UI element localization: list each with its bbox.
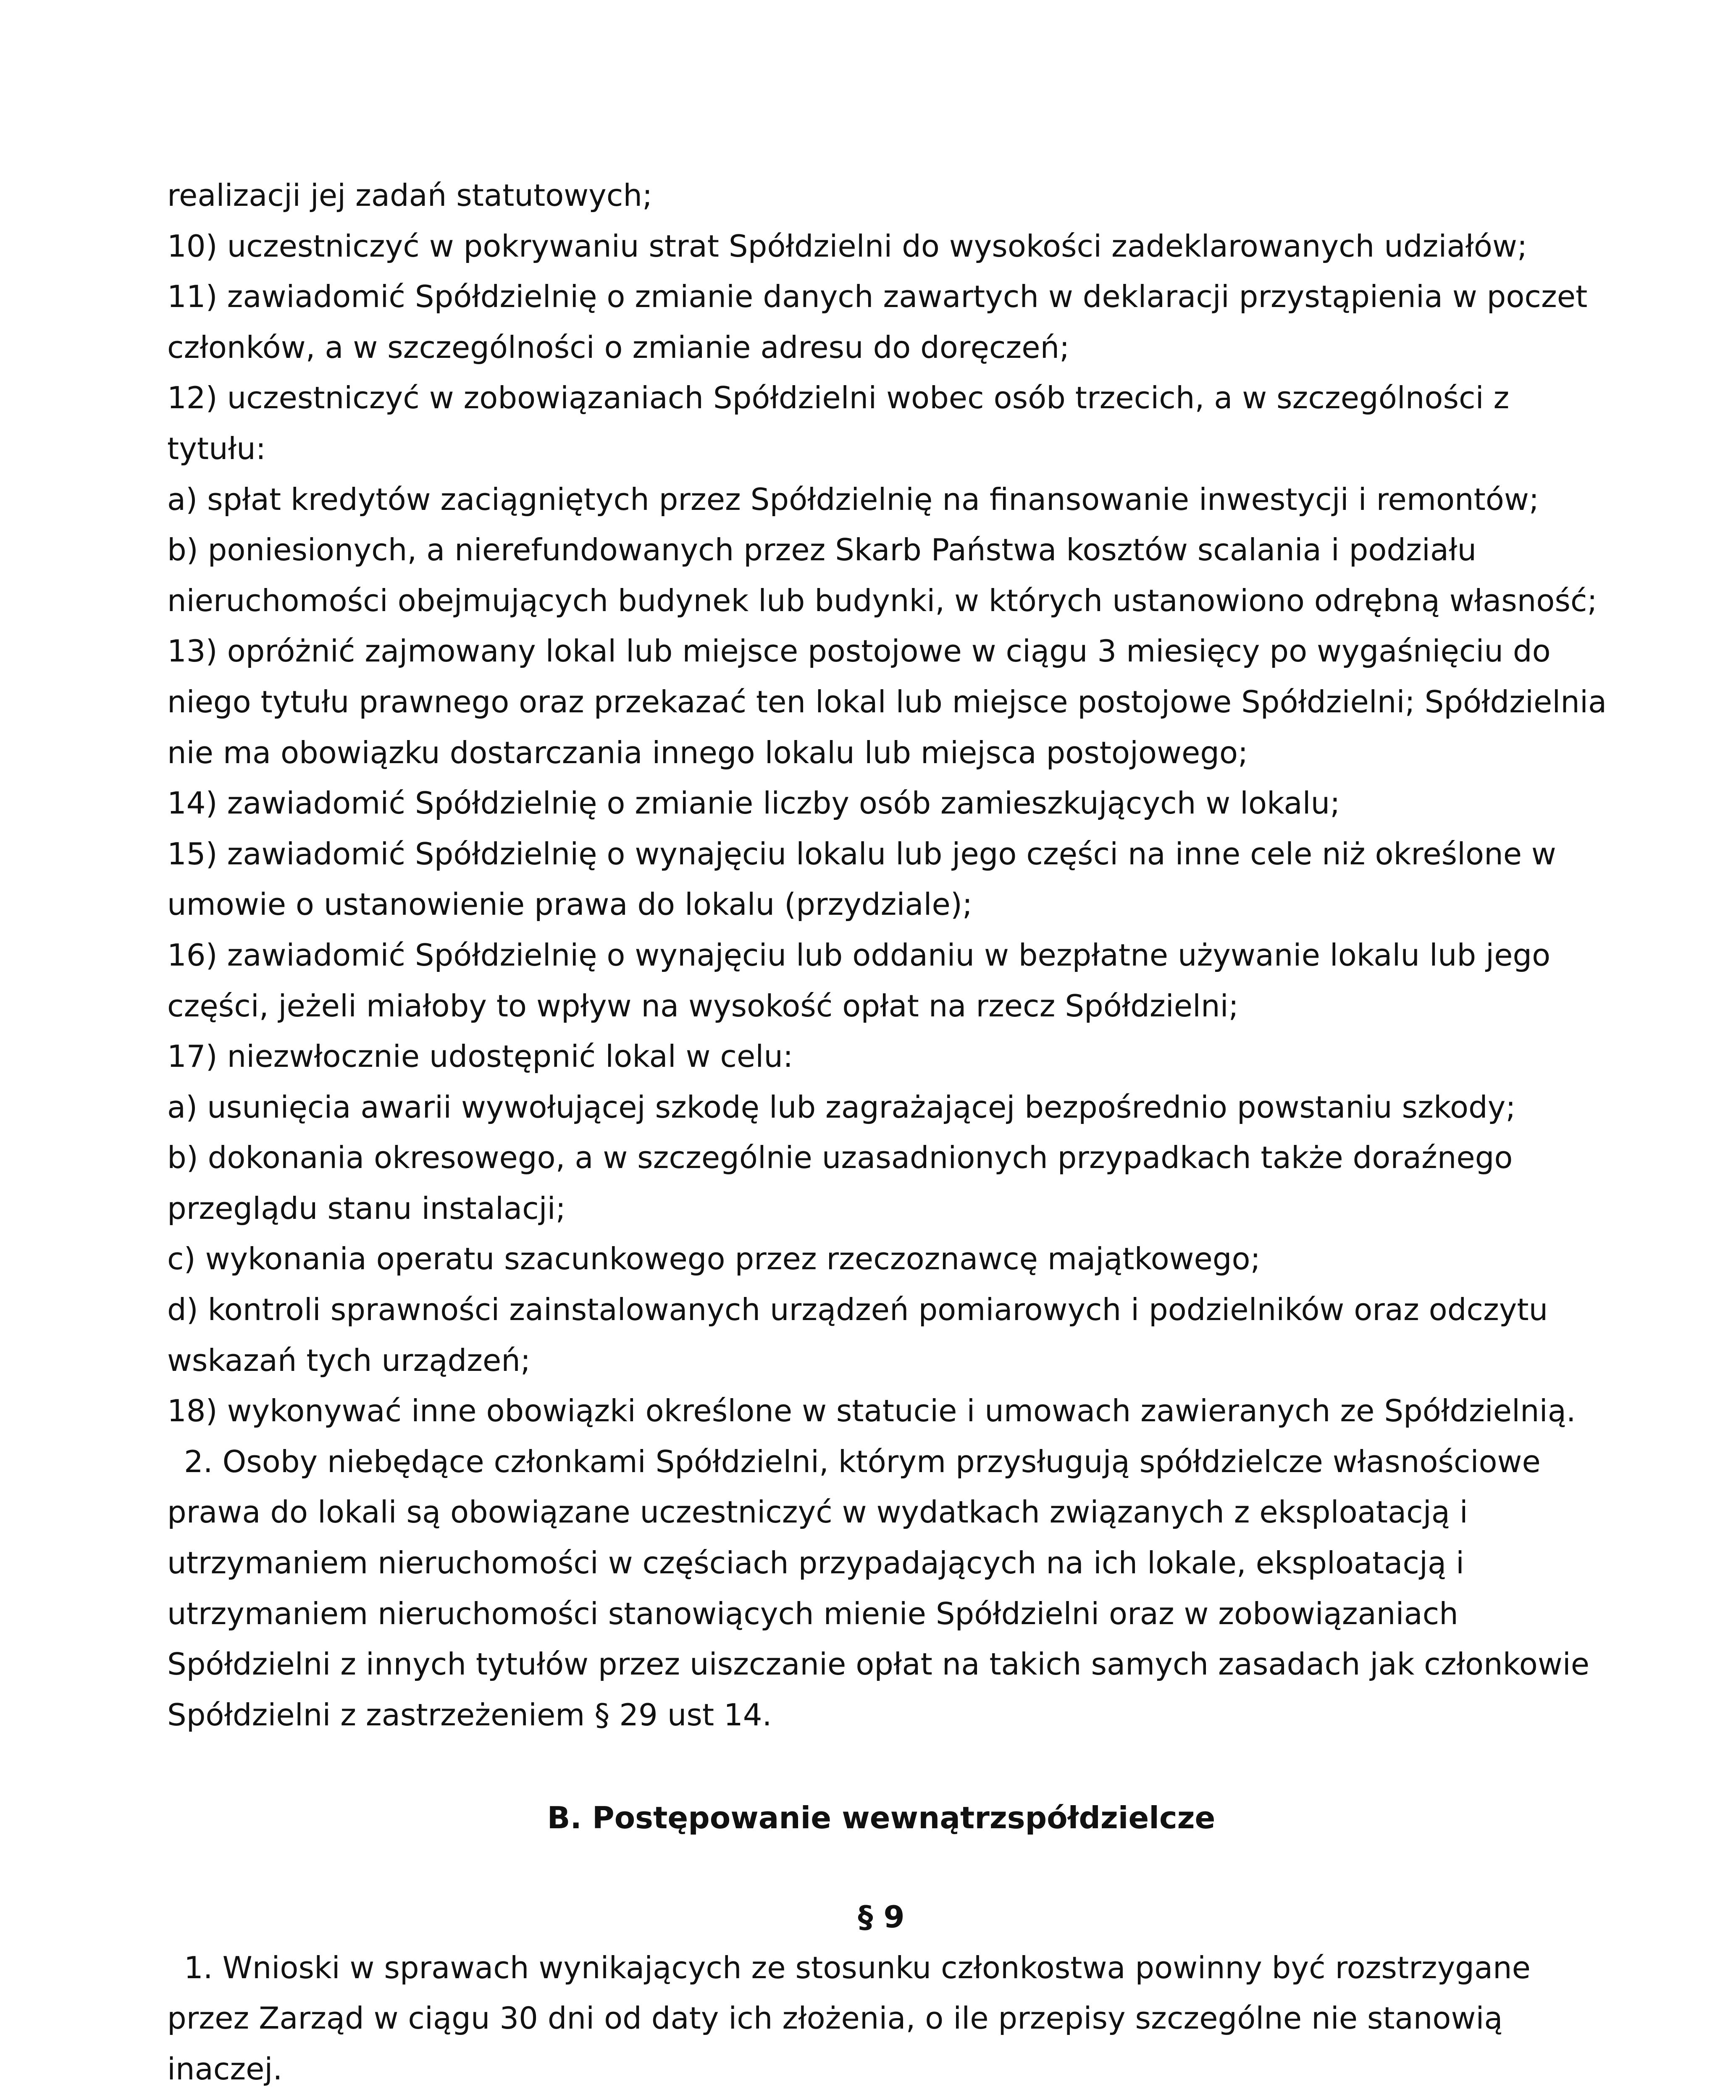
obligations-list bbox=[167, 170, 1607, 1436]
paragraph-9-1 bbox=[167, 1942, 1595, 2095]
text-line: 18) wykonywać inne obowiązki określone w statucie i umowach zawieranych ze Spółdzielnią. bbox=[167, 1393, 1576, 1429]
paragraph-mark: § 9 bbox=[858, 1899, 905, 1935]
text-line bbox=[167, 2094, 1595, 2100]
paragraph-9-2 bbox=[167, 2094, 1595, 2100]
text-line: przez Zarząd w ciągu 30 dni od daty ich złożenia, o ile przepisy szczególne nie stanowią bbox=[167, 2000, 1503, 2036]
text-line: 13) opróżnić zajmowany lokal lub miejsce postojowe w ciągu 3 miesięcy po wygaśnięciu do bbox=[167, 633, 1551, 669]
text-line: przeglądu stanu instalacji; bbox=[167, 1190, 566, 1226]
text-line: 2. Osoby niebędące członkami Spółdzielni, którym przysługują spółdzielcze własnościowe bbox=[184, 1444, 1541, 1479]
text-line: 10) uczestniczyć w pokrywaniu strat Spółdzielni do wysokości zadeklarowanych udziałów; bbox=[167, 228, 1528, 264]
text-line: d) kontroli sprawności zainstalowanych urządzeń pomiarowych i podzielników oraz odczytu bbox=[167, 1292, 1548, 1328]
paragraph-non-members bbox=[167, 1436, 1595, 1740]
text-line: utrzymaniem nieruchomości w częściach przypadających na ich lokale, eksploatacją i bbox=[167, 1545, 1465, 1581]
text-line: b) poniesionych, a nierefundowanych przez Skarb Państwa kosztów scalania i podziału bbox=[167, 532, 1477, 568]
text-line: c) wykonania operatu szacunkowego przez rzeczoznawcę majątkowego; bbox=[167, 1241, 1261, 1277]
text-line: wskazań tych urządzeń; bbox=[167, 1342, 531, 1378]
text-line: 15) zawiadomić Spółdzielnię o wynajęciu lokalu lub jego części na inne cele niż określone w bbox=[167, 836, 1556, 872]
text-line: a) spłat kredytów zaciągniętych przez Spółdzielnię na finansowanie inwestycji i remontów; bbox=[167, 481, 1539, 517]
text-line: 17) niezwłocznie udostępnić lokal w celu: bbox=[167, 1039, 793, 1074]
text-line: 16) zawiadomić Spółdzielnię o wynajęciu lub oddaniu w bezpłatne używanie lokalu lub jego bbox=[167, 937, 1551, 973]
section-heading: B. Postępowanie wewnątrzspółdzielcze bbox=[547, 1800, 1216, 1836]
document-page bbox=[167, 170, 1607, 2100]
spacer bbox=[167, 1843, 1595, 1892]
text-line: 1. Wnioski w sprawach wynikających ze stosunku członkostwa powinny być rozstrzygane bbox=[184, 1950, 1531, 1985]
text-line: 11) zawiadomić Spółdzielnię o zmianie danych zawartych w deklaracji przystąpienia w poczet bbox=[167, 279, 1588, 315]
text-line: umowie o ustanowienie prawa do lokalu (przydziale); bbox=[167, 887, 973, 922]
text-line: nie ma obowiązku dostarczania innego lokalu lub miejsca postojowego; bbox=[167, 735, 1248, 770]
text-line: Spółdzielni z zastrzeżeniem § 29 ust 14. bbox=[167, 1697, 772, 1732]
text-line: prawa do lokali są obowiązane uczestniczyć w wydatkach związanych z eksploatacją i bbox=[167, 1494, 1468, 1530]
text-line: niego tytułu prawnego oraz przekazać ten lokal lub miejsce postojowe Spółdzielni; Spółdzielnia bbox=[167, 684, 1607, 719]
text-line: inaczej. bbox=[167, 2051, 283, 2087]
spacer bbox=[167, 1740, 1595, 1793]
text-line: nieruchomości obejmujących budynek lub budynki, w których ustanowiono odrębną własność; bbox=[167, 583, 1597, 618]
text-line: tytułu: bbox=[167, 430, 266, 466]
text-line: członków, a w szczególności o zmianie adresu do doręczeń; bbox=[167, 329, 1070, 365]
text-line: części, jeżeli miałoby to wpływ na wysokość opłat na rzecz Spółdzielni; bbox=[167, 988, 1239, 1024]
text-line: 12) uczestniczyć w zobowiązaniach Spółdzielni wobec osób trzecich, a w szczególności z bbox=[167, 380, 1510, 416]
text-line: Spółdzielni z innych tytułów przez uiszczanie opłat na takich samych zasadach jak członkowie bbox=[167, 1646, 1590, 1682]
text-line: utrzymaniem nieruchomości stanowiących mienie Spółdzielni oraz w zobowiązaniach bbox=[167, 1596, 1458, 1631]
text-line: 14) zawiadomić Spółdzielnię o zmianie liczby osób zamieszkujących w lokalu; bbox=[167, 785, 1340, 821]
text-line: b) dokonania okresowego, a w szczególnie uzasadnionych przypadkach także doraźnego bbox=[167, 1140, 1513, 1176]
text-line: a) usunięcia awarii wywołującej szkodę lub zagrażającej bezpośrednio powstaniu szkody; bbox=[167, 1089, 1516, 1125]
text-line: realizacji jej zadań statutowych; bbox=[167, 178, 653, 213]
